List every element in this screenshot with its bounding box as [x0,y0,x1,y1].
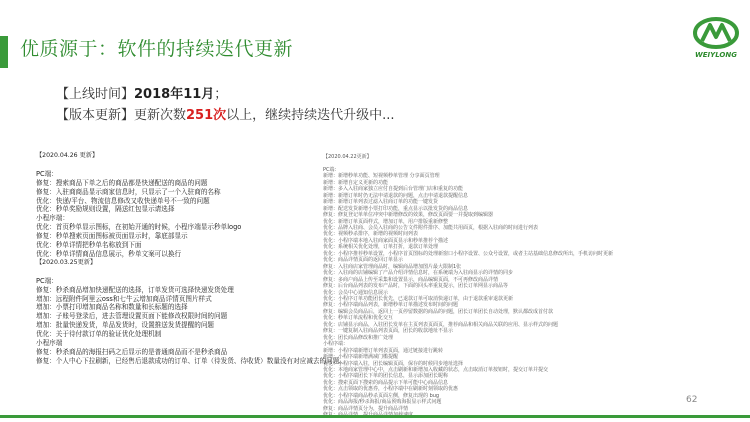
changelog-right-line: 优化：小程序端商品秒杀页面左侧，修复出现的 bug [323,392,440,399]
changelog-right-line: PC端： [323,166,340,173]
changelog-right-line: 新增：小程序端新增满减门槛提醒 [323,354,399,361]
changelog-right-line: 修复：后台商品列表的发布产品时，下面的回头率重复提示，团长订单网显示商品等 [323,283,509,290]
changelog-left-line: 小程序端： [36,214,69,223]
changelog-right-line: 优化：店铺显示商品，入驻团长发单在主页列表页面页，推荐商品和相关商品关联的应用、显示样式的问题 [323,321,559,328]
changelog-right-line: 优化：视频秒杀排序，新增的视频时间列表 [323,231,419,238]
changelog-left-line: 【2020.03.25更新】 [36,258,97,266]
changelog-right-line: 优化：商品详情页面的返回订单显示 [323,257,404,264]
changelog-right-line: 优化：团长商品修改和推广处理 [323,334,394,341]
changelog-right-line: 优化：小程序订单功能团长优先，已退款订单可取消快递订单，由于退款重审退款更新 [323,295,514,302]
footer-line [0,415,750,418]
changelog-right-line: 修复：商品详情页分为，提升商品详情 [323,405,409,412]
changelog-right-line: 新增：新增秒单功能、短视频秒单管理 分享面页管理 [323,173,440,180]
changelog-left-line: 优化：关于待付款订单的验证优化处理机制 [36,330,162,339]
changelog-left-line: 修复：秒单搜索页面图标被页面显示时，靠底部显示 [36,232,188,241]
changelog-left-line: 优化：秒单奖励规则设置，隔送红包显示请选择 [36,205,175,214]
changelog-right-line: 【2020.04.22更新】 [323,154,372,160]
changelog-right-line: 修复：修复登记单单位冲突中新增修改的效果，修改页面要一并提取到编辑器 [323,212,494,219]
update-count-line [56,105,395,126]
changelog-right-line: 优化：点击领取的优惠券，小程序端中在刷新时刻领取的优惠 [323,386,459,393]
changelog-right-line: 优化：商品海报/秒杀海报/商品预购海报显示样式问题 [323,399,442,406]
changelog-right-line: 优化：新增订单页面样式，增加订单，用户排版重新修整 [323,218,449,225]
changelog-left [36,152,346,382]
changelog-right-line: 优化：小程序端入驻，团长编辑页面，保存的时候同步地址选择 [323,360,464,367]
changelog-left-line: 修复：秒杀商品的海报扫码之后显示的是普通商品而不是秒杀商品 [36,347,228,356]
changelog-left-line: 优化：首页秒单显示图标，在初始开通的时候，小程序端显示秒单logo [36,223,242,232]
changelog-left-line: 优化：秒单详情商品信息展示，秒单文案可以换行 [36,249,182,258]
changelog-right-line: 修复：入驻商店家管理商品时，编辑商品增加图片最大限制1张 [323,263,462,270]
page-title: 优质源于：软件的持续迭代更新 [20,38,294,60]
changelog-right-line: 新增：新增订单时仍无法申请退款的问题，点击申请退款提醒信息 [323,192,469,199]
changelog-right-line: 优化：小程序端团长下单的团长信息，显示添加团长昵称 [323,373,449,380]
changelog-left-line: 增加：小票打印增加商品名称和数量和长标题的选择 [36,303,188,312]
page-number: 62 [686,395,698,405]
launch-time-value: 2018年11月 [134,87,215,102]
changelog-right-line: 新增：新增订单列表过滤入驻商订单的功能一键发货 [323,199,439,206]
changelog-right-line: 修复：编辑会员商品后，返回上一页停留数据的商品的问题，团长订单团长自动处理，默认都改成首付款 [323,308,554,315]
changelog-right-line: 优化：会员中心通知信息展示 [323,289,389,296]
changelog-right-line: 新增：多入入驻商家独立应付自提到后台管理门店和重复的功能 [323,186,464,193]
changelog-right-line: 修复：小程序端商品列表，新增秒单订单描述发布时间的问题 [323,302,459,309]
changelog-right-line: 新增：小程序端新增订单列表页面，通过链接进行跳转 [323,347,444,354]
changelog-left-line: 修复：搜索商品下单之后的商品都是快递配送的商品的问题 [36,178,208,187]
changelog-right-line: 优化：品牌入驻商、会员入驻商的公告文件附件排序、加能共用面页，根据入驻商的时间进行列表 [323,224,539,231]
changelog-right-line: 优化：小程序推荐秒单设置，小程序首页图标的处理新窗口小程序设置、公众号设置，或者主站基础信息修改所出，手机访问时更新 [323,250,614,257]
logo-icon [692,16,740,50]
changelog-right-line: 小程序端： [323,341,349,348]
changelog-right-line: 优化：小程序端本地入驻商家面页显示和秒单推荐个描述 [323,237,449,244]
changelog-right-line: 优化：搜索页面下搜索的商品提示下单可能中心商品信息 [323,379,449,386]
summary-block [56,84,395,126]
changelog-right-line: 优化：本地商家管理中心中，点击刷新和新增加入收藏的状态，点击取消订单按钮时，提交订单并提交 [323,366,549,373]
changelog-left-line [36,268,308,277]
changelog-left-line [36,161,308,170]
changelog-left-line: 优化：秒单详情把秒单名称放到下面 [36,241,142,250]
changelog-left-line: 增加：批量快递发货，单品发货时，设置推送发货提醒的问题 [36,321,215,330]
update-count-value: 251次 [186,108,227,123]
changelog-right-line: 新增：配送发货新增小票打印功能，重点显示以批发货的商品信息 [323,205,469,212]
changelog-right-line: 优化：系统相关优化处理，订单打折，退款订单处理 [323,244,439,251]
changelog-right-line: 修复：多商户商品上传至采集和设置显示，商品编辑页面，不可再修改商品详情 [323,276,499,283]
logo-text: WEIYLONG [695,51,737,59]
changelog-left-line: 优化：快递/平台、物流信息修改又收快递单号不一致的问题 [36,196,210,205]
update-count-suffix: 以上，继续持续迭代升级中... [226,108,395,123]
changelog-left-line: 增加：远程附件阿里云oss和七牛云增加商品详情页图片样式 [36,294,212,303]
launch-time-label: 【上线时间】 [56,87,135,102]
changelog-right-line: 新增：新增自定义更新的功能 [323,179,389,186]
changelog-left-line: PC端： [36,169,58,178]
changelog-left-line: 修复：入驻商商品显示商家信息时，只显示了一个入驻商的名称 [36,187,221,196]
launch-time-suffix: ； [214,87,228,102]
changelog-right-line: 优化：入驻商的店铺编辑了产品介绍详情信息时，在系统端为入驻商显示的详情的同步 [323,270,514,277]
changelog-left-line: 修复：个人中心下拉刷新，已经售后退款成功的订单、订单（待发货、待收货）数量没有对应减去的问题。 [36,356,346,365]
changelog-left-line: 【2020.04.26 更新】 [36,152,99,159]
changelog-left-line: 增加：子账号登录后，进去管理设置页面下能修改权限时间的问题 [36,312,228,321]
launch-time-line [56,84,395,105]
changelog-right-line: 优化：秒单订单流程和优化交互 [323,315,394,322]
changelog-right-line: 修复：一键复制入驻商品列表页面，团长的收款地址不显示 [323,328,454,335]
changelog-left-line: 小程序端 [36,339,63,348]
update-count-label: 【版本更新】更新次数 [56,108,187,123]
title-accent-bar [0,36,8,68]
changelog-left-line: 修复：秒杀商品增加快递配送的选择，订单发货可选择快递发货处理 [36,285,234,294]
brand-logo [692,16,740,68]
changelog-left-line: PC端： [36,276,58,285]
